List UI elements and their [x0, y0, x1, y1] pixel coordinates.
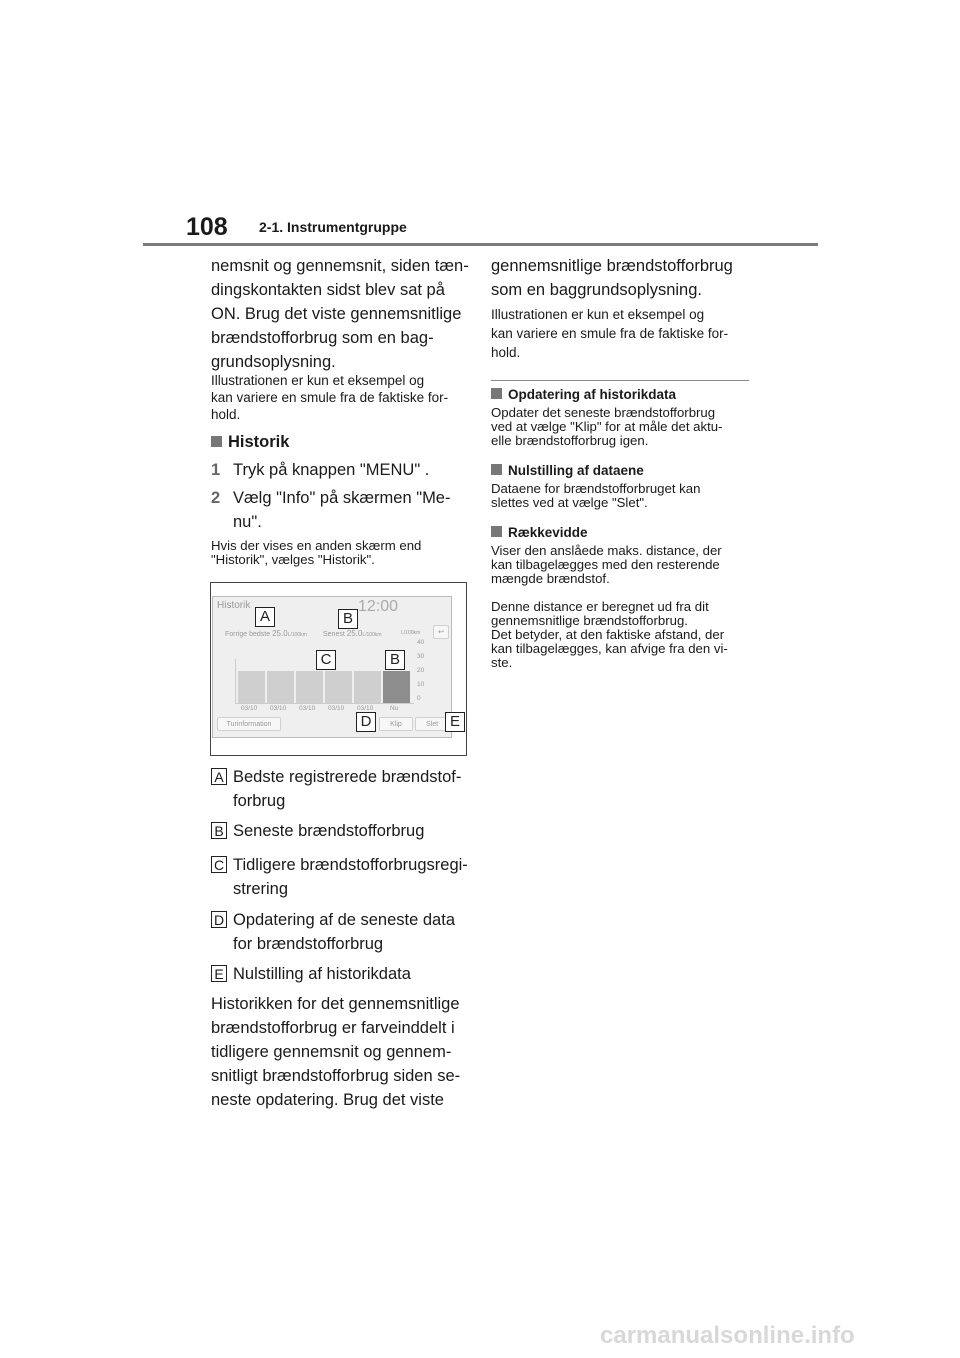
y-axis-ticks: 40 30 20 10 0 [417, 639, 425, 702]
page-number: 108 [186, 213, 228, 241]
range-explanation: Denne distance er beregnet ud fra dit gennemsnitlige brændstofforbrug. Det betyder, at den faktiske afstand, der kan tilbagelægges, kan afvige fra den vi- ste. [491, 599, 728, 670]
history-bar [354, 671, 381, 703]
header-divider [143, 243, 818, 246]
history-screen [212, 596, 460, 738]
back-arrow-icon[interactable]: ↩ [433, 625, 449, 639]
square-bullet-icon [491, 526, 502, 537]
history-bar [267, 671, 294, 703]
watermark: carmanualsonline.info [600, 1322, 855, 1349]
axis-unit: L/100km [401, 630, 421, 636]
screen-clock: 12:00 [358, 598, 399, 615]
intro-paragraph: nemsnit og gennemsnit, siden tæn- dingskontakten sidst blev sat på ON. Brug det viste gennemsnitlige brændstofforbrug som en bag- grundsoplysning. [211, 257, 469, 371]
section-update-history: Opdatering af historikdata Opdater det seneste brændstofforbrug ved at vælge "Klip" for at måle det aktu- elle brændstofforbrug igen. [491, 387, 723, 448]
x-axis-ticks: 03/10 03/10 03/10 03/10 03/10 Nu [241, 705, 399, 712]
history-bar [296, 671, 323, 703]
screen-title: Historik [217, 600, 251, 611]
historik-heading: Historik [211, 433, 289, 452]
latest-record: Senest 25.0L/100km [323, 629, 382, 638]
callout-a: A [255, 607, 275, 627]
delete-button[interactable]: Slet [415, 717, 449, 731]
trip-info-button[interactable]: Turinformation [217, 717, 281, 731]
legend-d: D Opdatering af de seneste data for brændstofforbrug [211, 908, 471, 956]
callout-b-bar: B [385, 650, 405, 670]
history-bar [383, 671, 410, 703]
step-2: 2 Vælg "Info" på skærmen "Me- nu". [211, 489, 451, 531]
section-reset-data: Nulstilling af dataene Dataene for brændstofforbruget kan slettes ved at vælge "Slet". [491, 463, 701, 510]
best-record: Forrige bedste 25.0L/100km [225, 629, 307, 638]
historik-note: Hvis der vises en anden skærm end "Historik", vælges "Historik". [211, 538, 422, 567]
step-1: 1 Tryk på knappen "MENU" . [211, 461, 430, 479]
square-bullet-icon [211, 436, 222, 447]
right-illustration-note: Illustrationen er kun et eksempel og kan variere en smule fra de faktiske for- hold. [491, 307, 729, 360]
section-title: 2-1. Instrumentgruppe [259, 219, 407, 235]
callout-b: B [338, 609, 358, 629]
right-continuation: gennemsnitlige brændstofforbrug som en baggrundsoplysning. [491, 257, 733, 299]
callout-c: C [316, 650, 336, 670]
section-range: Rækkevidde Viser den anslåede maks. distance, der kan tilbagelægges med den resterende mængde brændstof. [491, 525, 722, 586]
square-bullet-icon [491, 464, 502, 475]
history-bar [325, 671, 352, 703]
illustration-note: Illustrationen er kun et eksempel og kan variere en smule fra de faktiske for- hold. [211, 373, 449, 422]
legend-e: E Nulstilling af historikdata [211, 962, 471, 986]
square-bullet-icon [491, 388, 502, 399]
clip-button[interactable]: Klip [379, 717, 413, 731]
callout-e: E [445, 712, 465, 732]
callout-d: D [356, 712, 376, 732]
legend-c: C Tidligere brændstofforbrugsregi- strering [211, 853, 471, 901]
history-paragraph: Historikken for det gennemsnitlige brændstofforbrug er farveinddelt i tidligere gennemsnit og gennem- snitligt brændstofforbrug siden se- neste opdatering. Brug det viste [211, 995, 461, 1109]
history-bar [238, 671, 265, 703]
legend-a: A Bedste registrerede brændstof- forbrug [211, 765, 471, 813]
section-divider [491, 380, 749, 381]
legend-b: B Seneste brændstofforbrug [211, 819, 471, 843]
